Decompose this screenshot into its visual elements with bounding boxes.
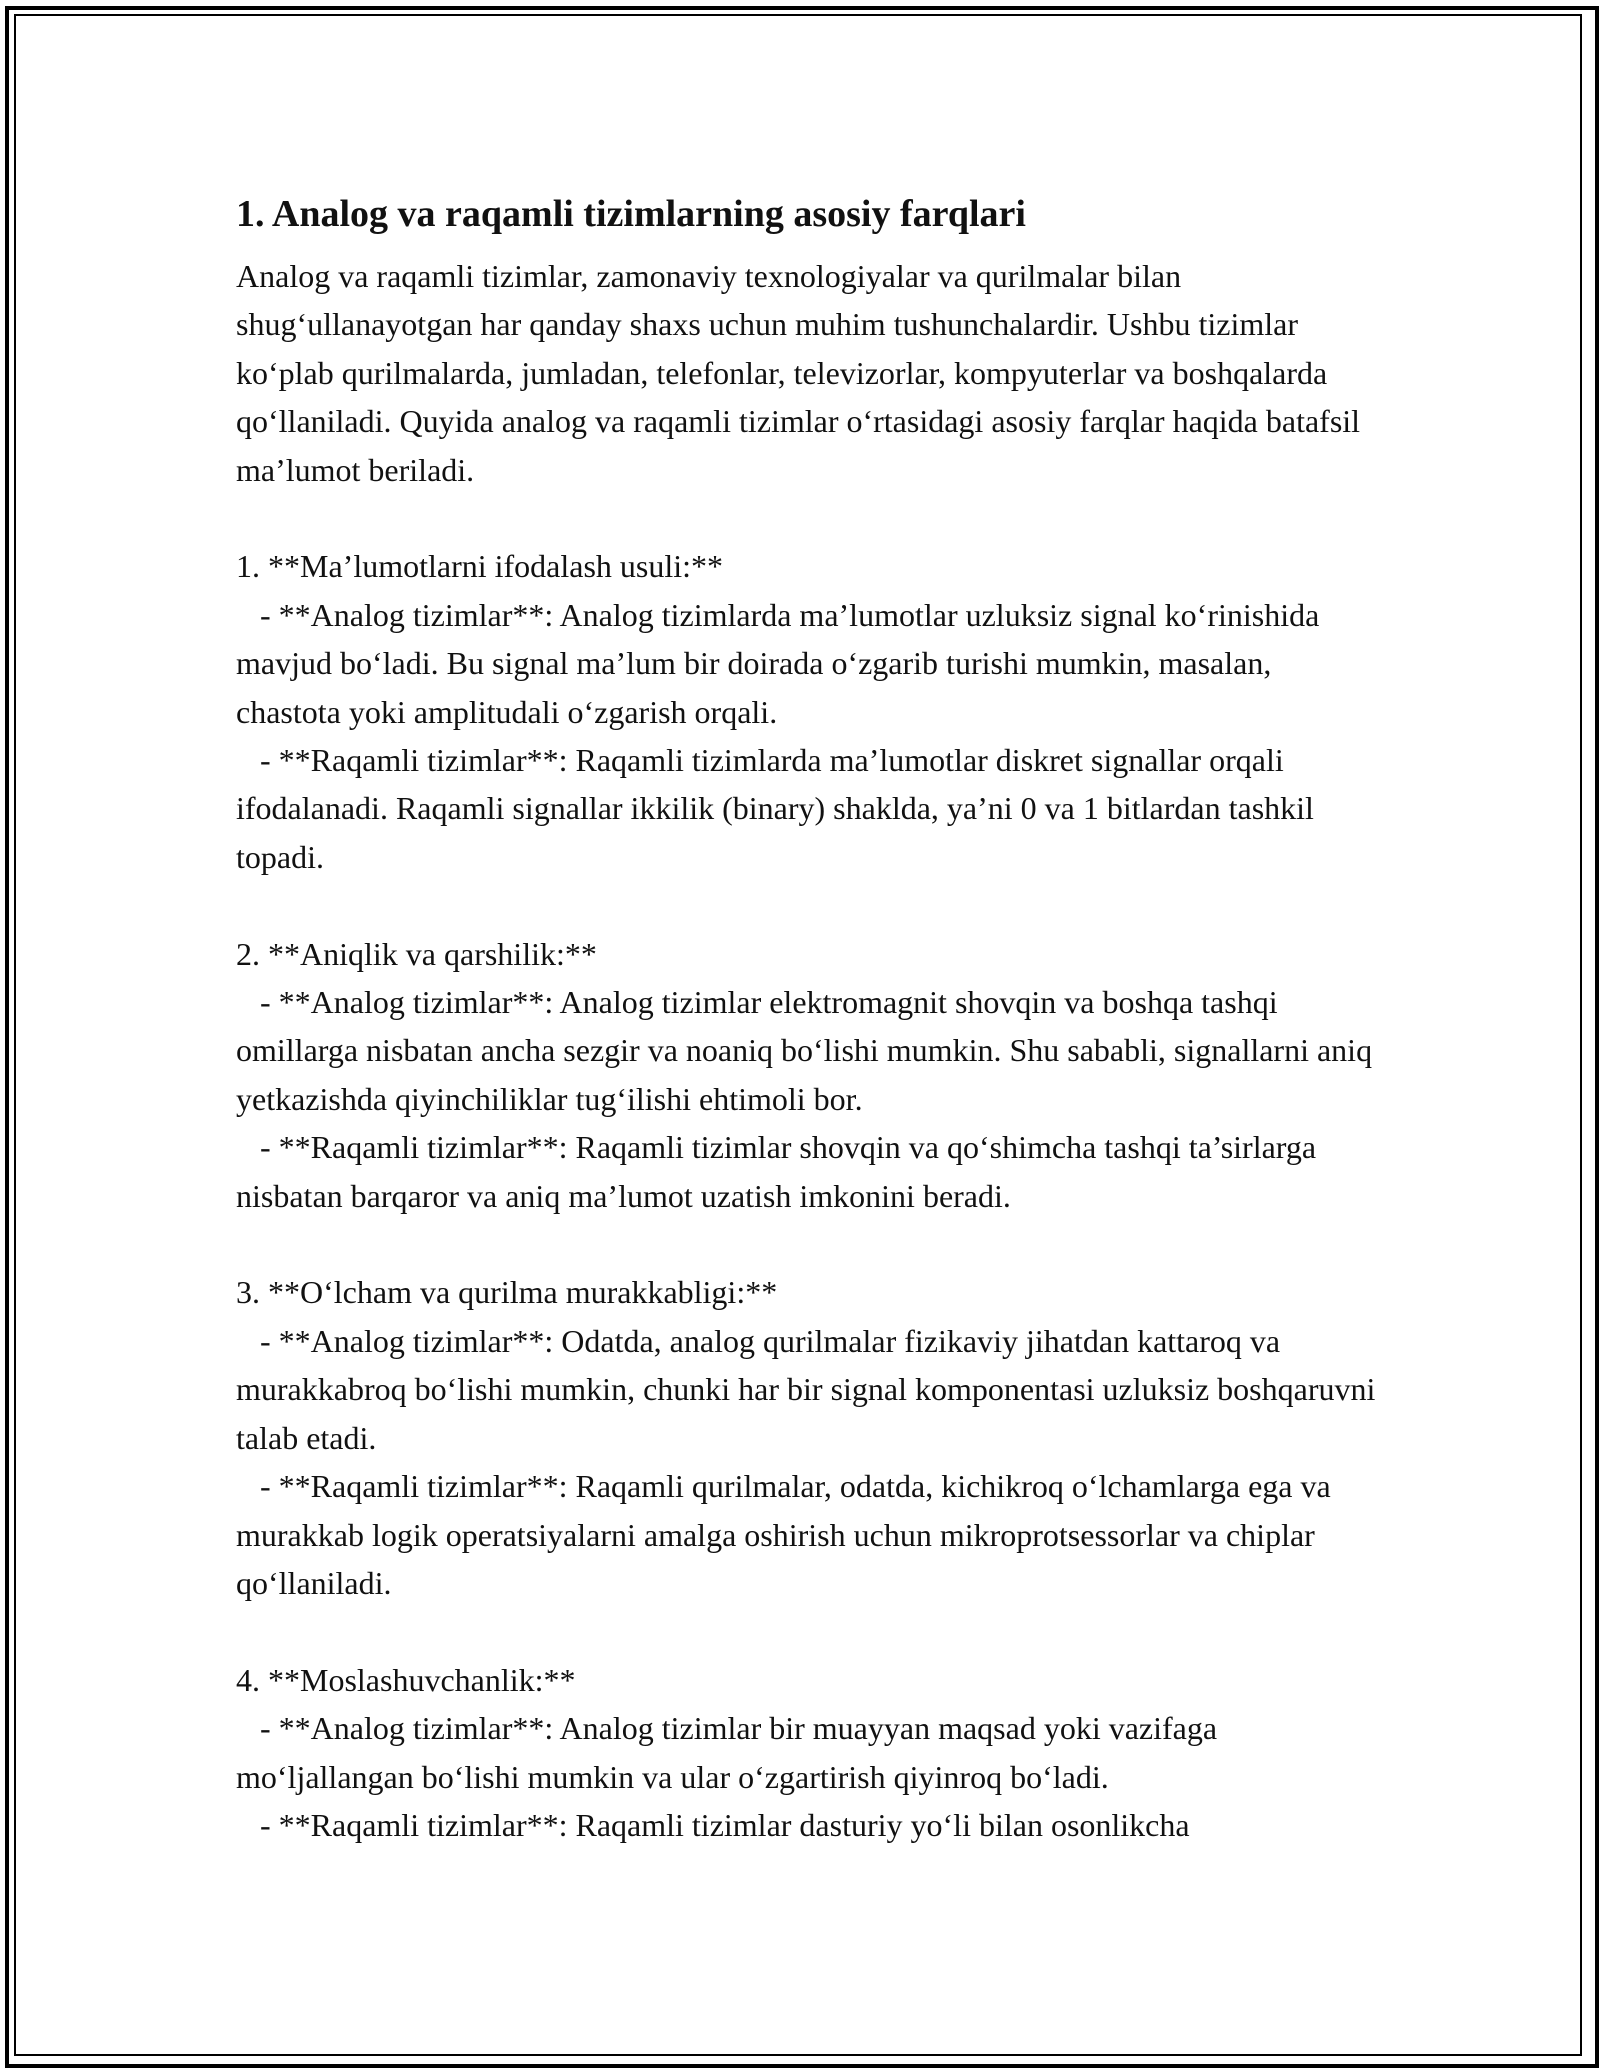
section-1 bbox=[236, 542, 1376, 881]
section-2 bbox=[236, 930, 1381, 1220]
section-4 bbox=[236, 1656, 1376, 1850]
spacer bbox=[236, 881, 1376, 929]
section-digital-text: - **Raqamli tizimlar**: Raqamli tizimlarda ma’lumotlar diskret signallar orqali ifodalanadi. Raqamli signallar ikkilik (binary) shaklda, ya’ni 0 va 1 bitlardan tashkil topadi. bbox=[236, 742, 1322, 875]
section-heading: 1. **Ma’lumotlarni ifodalash usuli:** bbox=[236, 548, 724, 585]
document-title: 1. Analog va raqamli tizimlarning asosiy farqlari bbox=[236, 193, 1026, 235]
spacer bbox=[236, 494, 1376, 542]
section-digital-text: - **Raqamli tizimlar**: Raqamli tizimlar shovqin va qo‘shimcha tashqi ta’sirlarga nisbatan barqaror va aniq ma’lumot uzatish imkonini beradi. bbox=[236, 1129, 1325, 1214]
section-3 bbox=[236, 1268, 1384, 1607]
section-analog-text: - **Analog tizimlar**: Odatda, analog qurilmalar fizikaviy jihatdan kattaroq va murakkabroq bo‘lishi mumkin, chunki har bir signal komponentasi uzluksiz boshqaruvni talab etadi. bbox=[236, 1322, 1384, 1456]
section-analog-text: - **Analog tizimlar**: Analog tizimlar elektromagnit shovqin va boshqa tashqi omillarga nisbatan ancha sezgir va noaniq bo‘lishi mumkin. Shu sababli, signallarni aniq yetkazishda qiyinchiliklar tug‘ilishi ehtimoli bor. bbox=[236, 984, 1381, 1117]
section-heading: 3. **O‘lcham va qurilma murakkabligi:** bbox=[236, 1274, 778, 1311]
intro-paragraph: Analog va raqamli tizimlar, zamonaviy texnologiyalar va qurilmalar bilan shug‘ullanayotgan har qanday shaxs uchun muhim tushunchalardir. Ushbu tizimlar ko‘plab qurilmalarda, jumladan, telefonlar, televizorlar, kompyuterlar va boshqalarda qo‘llaniladi. Quyida analog va raqamli tizimlar o‘rtasidagi asosiy farqlar haqida batafsil ma’lumot beriladi. bbox=[236, 258, 1369, 488]
spacer bbox=[236, 1220, 1376, 1268]
section-digital-text: - **Raqamli tizimlar**: Raqamli tizimlar dasturiy yo‘li bilan osonlikcha bbox=[236, 1806, 1190, 1843]
spacer bbox=[236, 1607, 1376, 1655]
section-analog-text: - **Analog tizimlar**: Analog tizimlar bir muayyan maqsad yoki vazifaga mo‘ljallangan bo‘lishi mumkin va ular o‘zgartirish qiyinroq bo‘ladi. bbox=[236, 1710, 1226, 1795]
section-heading: 4. **Moslashuvchanlik:** bbox=[236, 1661, 576, 1698]
section-analog-text: - **Analog tizimlar**: Analog tizimlarda ma’lumotlar uzluksiz signal ko‘rinishida mavjud bo‘ladi. Bu signal ma’lum bir doirada o‘zgarib turishi mumkin, masalan, chastota yoki amplitudali o‘zgarish orqali. bbox=[236, 596, 1328, 730]
document-body bbox=[236, 184, 1384, 1849]
section-heading: 2. **Aniqlik va qarshilik:** bbox=[236, 935, 597, 972]
section-digital-text: - **Raqamli tizimlar**: Raqamli qurilmalar, odatda, kichikroq o‘lchamlarga ega va murakkab logik operatsiyalarni amalga oshirish uchun mikroprotsessorlar va chiplar qo‘llaniladi. bbox=[236, 1468, 1339, 1601]
